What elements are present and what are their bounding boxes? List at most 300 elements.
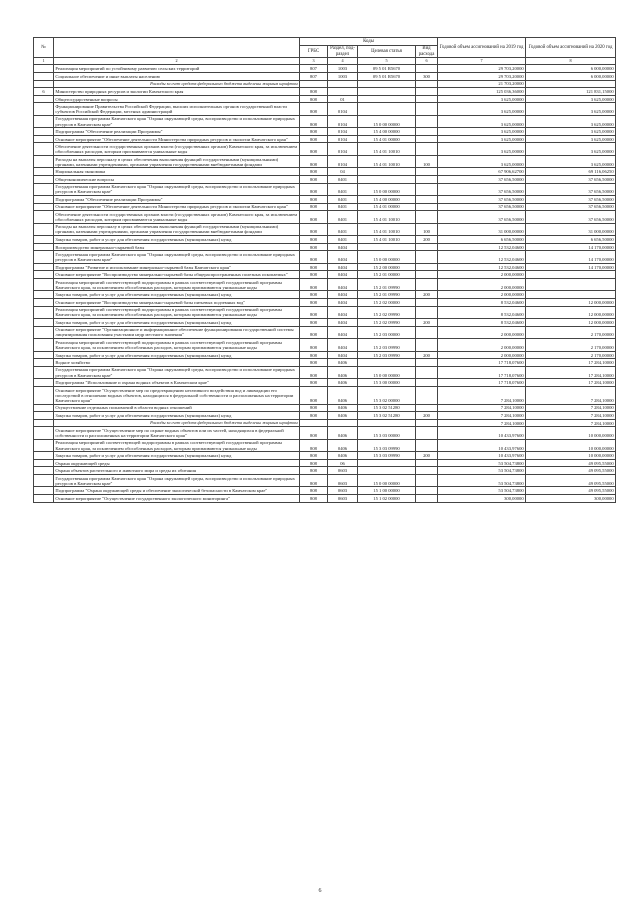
row-name: Подпрограмма "Обеспечение реализации Программы" [54, 196, 300, 204]
row-number [34, 459, 54, 467]
row-number [34, 379, 54, 387]
row-section: 0406 [328, 412, 358, 420]
row-name: Закупка товаров, работ и услуг для обеспечения государственных (муниципальных) нужд [54, 291, 300, 299]
table-row [34, 439, 616, 451]
row-amount-2020: 121 831,15000 [526, 88, 616, 96]
row-section: 0401 [328, 236, 358, 244]
row-exp-type [416, 475, 438, 487]
index-cell: 3 [300, 58, 328, 65]
row-amount-2020: 300,00000 [526, 495, 616, 503]
row-exp-type: 200 [416, 412, 438, 420]
row-section: 04 [328, 168, 358, 176]
row-amount-2020: 37 656,50000 [526, 183, 616, 195]
row-name: Реализация мероприятий по устойчивому развитию сельских территорий [54, 65, 300, 73]
row-target: 15 4 01 10010 [358, 155, 416, 167]
row-section: 0404 [328, 306, 358, 318]
row-amount-2019: 12 532,04600 [438, 263, 526, 271]
row-exp-type [416, 128, 438, 136]
row-target [358, 419, 416, 427]
row-name: Расходы на выплаты персоналу в целях обеспечения выполнения функций государственными (муниципальными) органами, казенными учреждениями, органами управления государственными внебюджетными фондами [54, 223, 300, 235]
row-amount-2019: 10 433,97600 [438, 427, 526, 439]
row-exp-type [416, 386, 438, 404]
row-section: 0104 [328, 128, 358, 136]
row-grbs: 808 [300, 95, 328, 103]
row-target: 15 1 00 00000 [358, 487, 416, 495]
row-grbs: 808 [300, 475, 328, 487]
row-amount-2019: 8 532,04600 [438, 306, 526, 318]
row-amount-2020: 3 625,00000 [526, 143, 616, 155]
table-row [34, 452, 616, 460]
row-target [358, 467, 416, 475]
row-target [358, 359, 416, 367]
row-number [34, 95, 54, 103]
row-amount-2020: 37 656,50000 [526, 211, 616, 223]
row-amount-2019: 37 656,50000 [438, 203, 526, 211]
table-row [34, 65, 616, 73]
row-amount-2019: 7 284,10000 [438, 419, 526, 427]
row-exp-type [416, 211, 438, 223]
row-target [358, 88, 416, 96]
row-grbs: 808 [300, 271, 328, 279]
row-amount-2020: 3 625,00000 [526, 128, 616, 136]
row-amount-2019: 3 625,00000 [438, 135, 526, 143]
table-note-row [34, 419, 616, 427]
row-exp-type [416, 203, 438, 211]
table-row [34, 203, 616, 211]
table-row [34, 128, 616, 136]
row-exp-type: 100 [416, 223, 438, 235]
row-number [34, 128, 54, 136]
row-section: 0406 [328, 404, 358, 412]
row-section: 0401 [328, 203, 358, 211]
row-name: Общеэкономические вопросы [54, 175, 300, 183]
row-amount-2019: 31 000,00000 [438, 223, 526, 235]
row-grbs: 808 [300, 211, 328, 223]
row-number: 6 [34, 88, 54, 96]
row-target: 15 0 00 00000 [358, 475, 416, 487]
row-section: 0104 [328, 135, 358, 143]
note-text: Расходы за счет средств федерального бюджета выделены жирным шрифтом [54, 80, 300, 88]
row-name: Общегосударственные вопросы [54, 95, 300, 103]
row-grbs: 808 [300, 243, 328, 251]
row-exp-type: 200 [416, 236, 438, 244]
row-section: 0406 [328, 359, 358, 367]
row-target: 15 4 01 10010 [358, 211, 416, 223]
row-grbs: 808 [300, 386, 328, 404]
row-amount-2020: 3 625,00000 [526, 115, 616, 127]
row-target: 15 4 00 00000 [358, 196, 416, 204]
table-row [34, 155, 616, 167]
row-exp-type [416, 495, 438, 503]
row-amount-2020: 17 284,10000 [526, 359, 616, 367]
row-section: 0404 [328, 339, 358, 351]
row-grbs: 808 [300, 115, 328, 127]
row-number [34, 263, 54, 271]
table-row [34, 319, 616, 327]
header-year-2019: Годовой объем ассигнований на 2019 год [438, 38, 526, 58]
row-exp-type [416, 379, 438, 387]
row-name: Закупка товаров, работ и услуг для обеспечения государственных (муниципальных) нужд [54, 351, 300, 359]
row-exp-type [416, 80, 438, 88]
row-section: 0406 [328, 427, 358, 439]
row-section: 0401 [328, 223, 358, 235]
row-amount-2019: 53 504,73800 [438, 467, 526, 475]
row-name: Подпрограмма "Развитие и использование минерально-сырьевой базы Камчатского края" [54, 263, 300, 271]
row-amount-2019: 8 532,04600 [438, 319, 526, 327]
row-amount-2020: 10 000,00000 [526, 439, 616, 451]
row-number [34, 115, 54, 127]
row-name: Основное мероприятие "Обеспечение деятельности Министерства природных ресурсов и экологии Камчатского края" [54, 203, 300, 211]
row-number [34, 175, 54, 183]
row-amount-2019: 2 000,00000 [438, 351, 526, 359]
row-number [34, 439, 54, 451]
row-amount-2019: 7 284,10000 [438, 412, 526, 420]
table-row [34, 326, 616, 338]
row-grbs: 808 [300, 339, 328, 351]
row-exp-type [416, 459, 438, 467]
table-row [34, 271, 616, 279]
row-exp-type: 300 [416, 72, 438, 80]
row-target: 09 5 01 R5670 [358, 72, 416, 80]
header-number: № [34, 38, 54, 58]
row-target [358, 80, 416, 88]
row-grbs: 808 [300, 128, 328, 136]
row-number [34, 236, 54, 244]
row-exp-type [416, 88, 438, 96]
row-amount-2019: 21 703,20000 [438, 80, 526, 88]
row-exp-type [416, 366, 438, 378]
table-body [34, 65, 616, 502]
row-amount-2019: 53 504,73800 [438, 475, 526, 487]
row-section: 0404 [328, 326, 358, 338]
row-number [34, 427, 54, 439]
row-grbs: 808 [300, 379, 328, 387]
row-section: 0406 [328, 386, 358, 404]
row-grbs: 808 [300, 143, 328, 155]
row-section: 0404 [328, 351, 358, 359]
row-target: 15 0 00 00000 [358, 366, 416, 378]
row-target: 15 0 00 00000 [358, 183, 416, 195]
row-name: Реализация мероприятий соответствующей подпрограммы в рамках соответствующей государственной программы Камчатского края, за исключением обособленных расходов, которым присваиваются уникальные коды [54, 339, 300, 351]
row-amount-2020: 2 170,00000 [526, 351, 616, 359]
table-row [34, 95, 616, 103]
table-row [34, 359, 616, 367]
row-grbs: 808 [300, 291, 328, 299]
row-target: 15 1 02 00000 [358, 495, 416, 503]
row-section: 0406 [328, 439, 358, 451]
row-target: 15 3 03 09990 [358, 452, 416, 460]
row-grbs: 808 [300, 155, 328, 167]
row-exp-type [416, 279, 438, 291]
table-row [34, 279, 616, 291]
table-row [34, 459, 616, 467]
row-exp-type [416, 306, 438, 318]
row-amount-2020: 7 284,10000 [526, 386, 616, 404]
row-exp-type [416, 115, 438, 127]
table-row [34, 211, 616, 223]
budget-sheet [33, 37, 615, 503]
row-amount-2019: 125 036,36000 [438, 88, 526, 96]
row-grbs: 807 [300, 72, 328, 80]
row-grbs: 808 [300, 263, 328, 271]
row-amount-2019: 37 656,50000 [438, 211, 526, 223]
row-amount-2019: 12 532,04600 [438, 251, 526, 263]
row-amount-2019: 12 532,04600 [438, 243, 526, 251]
row-target: 15 2 01 09990 [358, 279, 416, 291]
table-row [34, 366, 616, 378]
row-amount-2020: 2 170,00000 [526, 326, 616, 338]
row-exp-type [416, 196, 438, 204]
row-grbs: 808 [300, 459, 328, 467]
row-name: Охрана окружающей среды [54, 459, 300, 467]
row-exp-type [416, 419, 438, 427]
row-name: Обеспечение деятельности государственных органов власти (государственных органов) Камчатского края, за исключением обособленных расходов, которым присваиваются уникальные коды [54, 143, 300, 155]
table-row [34, 88, 616, 96]
row-number [34, 80, 54, 88]
row-target: 15 2 03 09990 [358, 339, 416, 351]
row-grbs: 808 [300, 366, 328, 378]
row-amount-2019: 37 656,50000 [438, 183, 526, 195]
row-number [34, 196, 54, 204]
row-number [34, 366, 54, 378]
row-number [34, 467, 54, 475]
row-number [34, 339, 54, 351]
table-row [34, 495, 616, 503]
row-amount-2020: 37 656,50000 [526, 175, 616, 183]
budget-table [33, 37, 616, 503]
row-amount-2019: 6 656,50000 [438, 236, 526, 244]
row-grbs [300, 80, 328, 88]
row-section: 0404 [328, 243, 358, 251]
row-amount-2020: 12 000,00000 [526, 319, 616, 327]
row-amount-2020: 69 116,06250 [526, 168, 616, 176]
table-row [34, 72, 616, 80]
row-grbs: 807 [300, 65, 328, 73]
row-exp-type: 200 [416, 452, 438, 460]
row-target [358, 95, 416, 103]
row-grbs: 808 [300, 404, 328, 412]
row-name: Закупка товаров, работ и услуг для обеспечения государственных (муниципальных) нужд [54, 236, 300, 244]
row-number [34, 386, 54, 404]
row-grbs [300, 419, 328, 427]
row-exp-type [416, 339, 438, 351]
row-number [34, 351, 54, 359]
row-name: Государственная программа Камчатского края "Охрана окружающей среды, воспроизводство и использование природных ресурсов в Камчатском крае" [54, 475, 300, 487]
row-name: Государственная программа Камчатского края "Охрана окружающей среды, воспроизводство и использование природных ресурсов в Камчатском крае" [54, 115, 300, 127]
row-section: 0603 [328, 475, 358, 487]
row-amount-2020: 49 095,55000 [526, 459, 616, 467]
row-amount-2020: 3 625,00000 [526, 155, 616, 167]
row-number [34, 251, 54, 263]
table-row [34, 196, 616, 204]
row-number [34, 279, 54, 291]
table-row [34, 251, 616, 263]
header-grbs: ГРБС [300, 45, 328, 58]
row-exp-type [416, 103, 438, 115]
row-exp-type [416, 359, 438, 367]
table-row [34, 487, 616, 495]
row-exp-type [416, 95, 438, 103]
table-row [34, 168, 616, 176]
row-amount-2019: 7 284,10000 [438, 386, 526, 404]
row-exp-type [416, 271, 438, 279]
row-section: 0401 [328, 175, 358, 183]
row-grbs: 808 [300, 168, 328, 176]
row-grbs: 808 [300, 495, 328, 503]
row-amount-2019: 7 284,10000 [438, 404, 526, 412]
column-index-row [34, 58, 616, 65]
row-section: 0406 [328, 366, 358, 378]
row-amount-2020 [526, 291, 616, 299]
row-grbs: 808 [300, 467, 328, 475]
row-target: 15 4 01 00000 [358, 135, 416, 143]
index-cell: 1 [34, 58, 54, 65]
row-section: 0603 [328, 487, 358, 495]
index-cell: 8 [526, 58, 616, 65]
table-header-row [34, 38, 616, 46]
row-amount-2020: 7 284,10000 [526, 419, 616, 427]
row-amount-2019: 67 906,62700 [438, 168, 526, 176]
row-target [358, 243, 416, 251]
row-target: 15 4 01 10010 [358, 236, 416, 244]
row-target [358, 459, 416, 467]
row-number [34, 299, 54, 307]
row-name: Подпрограмма "Использование и охрана водных объектов в Камчатском крае" [54, 379, 300, 387]
row-amount-2020: 12 000,00000 [526, 306, 616, 318]
row-section: 0104 [328, 115, 358, 127]
row-amount-2020: 6 656,50000 [526, 236, 616, 244]
row-name: Министерство природных ресурсов и экологии Камчатского края [54, 88, 300, 96]
row-number [34, 487, 54, 495]
table-row [34, 175, 616, 183]
index-cell: 4 [328, 58, 358, 65]
row-exp-type [416, 263, 438, 271]
row-amount-2019: 37 656,50000 [438, 175, 526, 183]
row-exp-type [416, 427, 438, 439]
row-target: 15 3 03 09990 [358, 439, 416, 451]
row-exp-type [416, 251, 438, 263]
row-name: Основное мероприятие "Осуществление государственного экологического мониторинга" [54, 495, 300, 503]
row-name: Закупка товаров, работ и услуг для обеспечения государственных (муниципальных) нужд [54, 452, 300, 460]
row-name: Основное мероприятие "Обеспечение деятельности Министерства природных ресурсов и экологии Камчатского края" [54, 135, 300, 143]
row-grbs: 808 [300, 452, 328, 460]
row-name: Охрана объектов растительного и животного мира и среды их обитания [54, 467, 300, 475]
row-amount-2020: 49 095,55000 [526, 475, 616, 487]
table-row [34, 291, 616, 299]
row-section [328, 88, 358, 96]
row-amount-2019: 10 433,97600 [438, 439, 526, 451]
row-name: Основное мероприятие "Организационное и информационное обеспечение функционирования государственной системы лицензирования пользования участками недр местного значения" [54, 326, 300, 338]
note-text: Расходы за счет средств федерального бюджета выделены жирным шрифтом [54, 419, 300, 427]
index-cell: 5 [358, 58, 416, 65]
row-grbs: 808 [300, 299, 328, 307]
row-target: 15 0 00 00000 [358, 251, 416, 263]
row-amount-2020: 10 000,00000 [526, 452, 616, 460]
row-grbs: 808 [300, 306, 328, 318]
row-amount-2020: 7 284,10000 [526, 404, 616, 412]
row-amount-2020: 3 625,00000 [526, 103, 616, 115]
row-exp-type [416, 404, 438, 412]
row-amount-2020: 6 000,00000 [526, 72, 616, 80]
row-name: Расходы на выплаты персоналу в целях обеспечения выполнения функций государственными (муниципальными) органами, казенными учреждениями, органами управления государственными внебюджетными фондами [54, 155, 300, 167]
row-amount-2019: 8 532,04600 [438, 299, 526, 307]
row-exp-type: 200 [416, 291, 438, 299]
row-grbs: 808 [300, 135, 328, 143]
index-cell: 2 [54, 58, 300, 65]
row-amount-2020: 14 170,00000 [526, 243, 616, 251]
row-section: 01 [328, 95, 358, 103]
table-row [34, 412, 616, 420]
row-section: 0404 [328, 279, 358, 291]
header-target: Целевая статья [358, 45, 416, 58]
row-amount-2020: 6 000,00000 [526, 65, 616, 73]
row-name: Государственная программа Камчатского края "Охрана окружающей среды, воспроизводство и использование природных ресурсов в Камчатском крае" [54, 183, 300, 195]
row-exp-type [416, 168, 438, 176]
row-number [34, 103, 54, 115]
row-section: 0404 [328, 319, 358, 327]
row-grbs: 808 [300, 359, 328, 367]
row-amount-2020: 10 000,00000 [526, 427, 616, 439]
row-amount-2019: 17 718,07600 [438, 379, 526, 387]
row-section: 1003 [328, 72, 358, 80]
row-section: 0404 [328, 263, 358, 271]
row-name: Основное мероприятие "Воспроизводство минерально-сырьевой базы питьевых подземных вод" [54, 299, 300, 307]
row-section [328, 419, 358, 427]
row-name: Обеспечение деятельности государственных органов власти (государственных органов) Камчатского края, за исключением обособленных расходов, которым присваиваются уникальные коды [54, 211, 300, 223]
row-amount-2019: 3 625,00000 [438, 143, 526, 155]
row-name: Подпрограмма "Охрана окружающей среды и обеспечение экологической безопасности в Камчатском крае" [54, 487, 300, 495]
row-target: 15 3 02 00000 [358, 386, 416, 404]
table-row [34, 143, 616, 155]
row-exp-type: 100 [416, 155, 438, 167]
row-name: Основное мероприятие "Осуществление мер по предотвращению негативного воздействия вод и ликвидации его последствий в отношении водных объектов, находящихся в федеральной собственности и расположенных на территории Камчатского края" [54, 386, 300, 404]
row-target: 15 4 01 10010 [358, 223, 416, 235]
row-exp-type [416, 183, 438, 195]
row-section [328, 80, 358, 88]
row-number [34, 306, 54, 318]
row-name: Закупка товаров, работ и услуг для обеспечения государственных (муниципальных) нужд [54, 412, 300, 420]
row-target: 15 0 00 00000 [358, 115, 416, 127]
row-name: Осуществление отдельных полномочий в области водных отношений [54, 404, 300, 412]
row-exp-type [416, 299, 438, 307]
row-number [34, 72, 54, 80]
row-number [34, 168, 54, 176]
row-name: Реализация мероприятий соответствующей подпрограммы в рамках соответствующей государственной программы Камчатского края, за исключением обособленных расходов, которым присваиваются уникальные коды [54, 306, 300, 318]
row-name: Закупка товаров, работ и услуг для обеспечения государственных (муниципальных) нужд [54, 319, 300, 327]
row-target: 15 3 02 51280 [358, 412, 416, 420]
row-grbs: 808 [300, 203, 328, 211]
row-section: 0104 [328, 143, 358, 155]
row-target: 15 2 02 09990 [358, 306, 416, 318]
row-number [34, 65, 54, 73]
row-grbs: 808 [300, 412, 328, 420]
row-target: 15 4 01 00000 [358, 203, 416, 211]
row-number [34, 419, 54, 427]
row-section: 0104 [328, 155, 358, 167]
row-name: Государственная программа Камчатского края "Охрана окружающей среды, воспроизводство и использование природных ресурсов в Камчатском крае" [54, 366, 300, 378]
row-target: 15 2 01 00000 [358, 271, 416, 279]
row-amount-2020: 14 170,00000 [526, 263, 616, 271]
row-number [34, 412, 54, 420]
row-section: 0406 [328, 379, 358, 387]
row-number [34, 271, 54, 279]
row-amount-2019: 3 625,00000 [438, 115, 526, 127]
table-row [34, 103, 616, 115]
row-number [34, 475, 54, 487]
row-number [34, 495, 54, 503]
row-target: 15 2 02 09990 [358, 319, 416, 327]
row-grbs: 808 [300, 88, 328, 96]
